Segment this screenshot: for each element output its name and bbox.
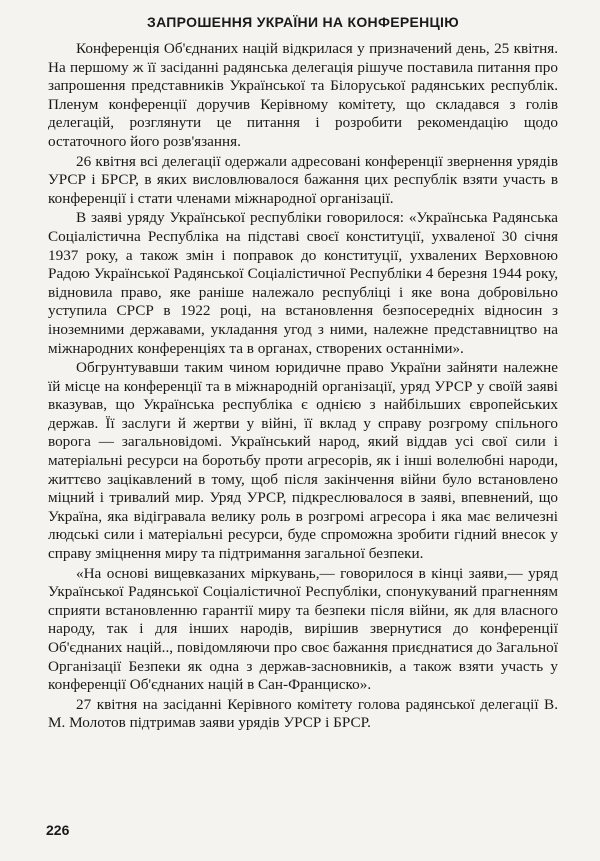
paragraph: «На основі вищевказаних міркувань,— говорилося в кінці заяви,— уряд Української Радянської Соціалістичної Республіки, спонукуваний прагненням сприяти встановленню гарантії миру та безпеки після війни, як для власного народу, так і для інших народів, вирішив звернутися до конференції Об'єднаних націй.., повідомляючи про своє бажання приєднатися до Загальної Організації Безпеки як одна з держав-засновників, а також взяти участь у конференції Об'єднаних націй в Сан-Франциско». xyxy=(48,564,558,694)
paragraph: Обгрунтувавши таким чином юридичне право України зайняти належне їй місце на конференції та в міжнародній організації, уряд УРСР у своїй заяві вказував, що Українська республіка є однією з найбільших європейських держав. Її заслуги й жертви у війні, її вклад у справу розгрому спільного ворога — загальновідомі. Український народ, який віддав усі свої сили і матеріальні ресурси на боротьбу проти агресорів, як і інші волелюбні народи, життєво зацікавлений в тому, щоб після закінчення війни було встановлено міцний і тривалий мир. Уряд УРСР, підкреслювалося в заяві, впевнений, що Україна, яка відігравала велику роль в розгромі агресора і яка має величезні людські сили і матеріальні ресурси, буде спроможна зробити гідний внесок у справу зміцнення миру та підтримання загальної безпеки. xyxy=(48,359,558,563)
paragraph: Конференція Об'єднаних націй відкрилася у призначений день, 25 квітня. На першому ж її засіданні радянська делегація рішуче поставила питання про запрошення представників Української та Білоруської радянських республік. Пленум конференції доручив Керівному комітету, що складався з голів делегацій, розглянути це питання і розробити рекомендацію щодо остаточного його розв'язання. xyxy=(48,40,558,150)
running-header: ЗАПРОШЕННЯ УКРАЇНИ НА КОНФЕРЕНЦІЮ xyxy=(147,14,459,30)
paragraph: В заяві уряду Української республіки говорилося: «Українська Радянська Соціалістична Республіка на підставі своєї конституції, ухваленої 30 січня 1937 року, а також змін і поправок до конституції, ухвалених Верховною Радою Української Радянської Соціалістичної Республіки 4 березня 1944 року, відновила право, яке раніше належало республіці і яке вона добровільно уступила СРСР в 1922 році, на встановлення безпосередніх відносин з іноземними державами, укладання угод з ними, належне представництво на міжнародних конференціях та в органах, створених останніми». xyxy=(48,209,558,357)
body-text xyxy=(48,40,558,733)
paragraph: 27 квітня на засіданні Керівного комітету голова радянської делегації В. М. Молотов підтримав заяви урядів УРСР і БРСР. xyxy=(48,695,558,732)
page-number: 226 xyxy=(46,822,70,838)
paragraph: 26 квітня всі делегації одержали адресовані конференції звернення урядів УРСР і БРСР, в яких висловлювалося бажання цих республік взяти участь в конференції і стати членами міжнародної організації. xyxy=(48,152,558,207)
